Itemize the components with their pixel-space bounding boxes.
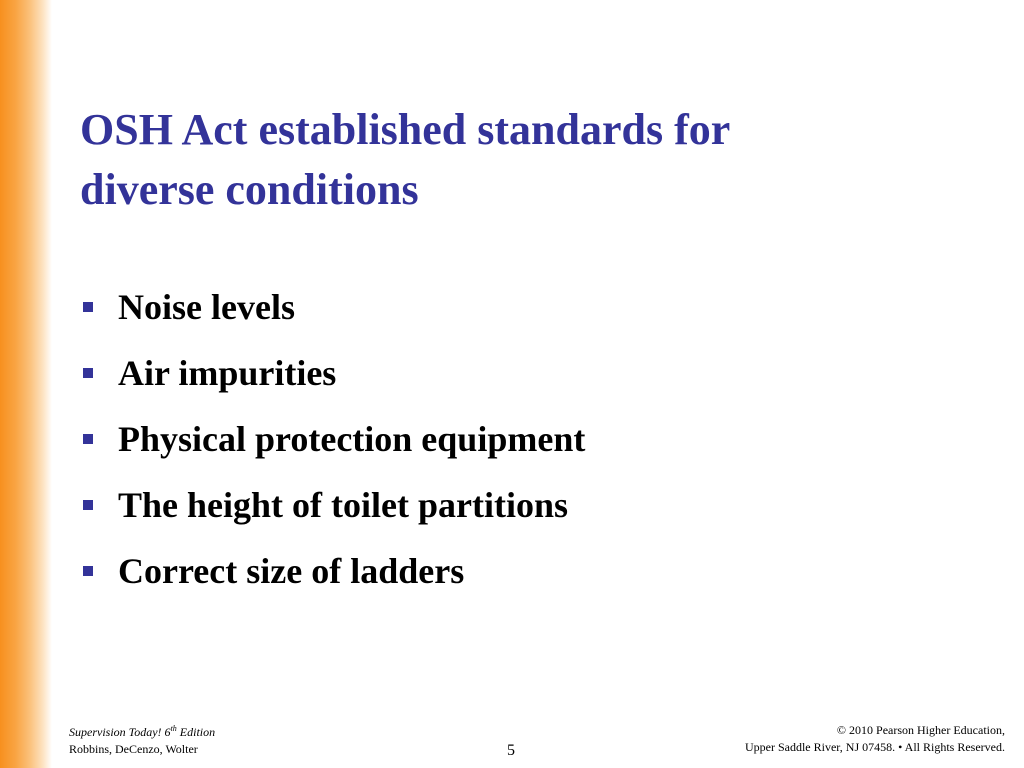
copyright-line-2: Upper Saddle River, NJ 07458. • All Rights Reserved. [744,740,1005,754]
bullet-item [80,538,585,604]
footer-copyright [745,722,1005,756]
book-authors: Robbins, DeCenzo, Wolter [69,742,198,756]
page-number: 5 [507,742,515,759]
book-title-superscript: th [170,724,177,733]
bullet-text: Noise levels [118,287,295,327]
square-bullet-icon [83,368,93,378]
bullet-item [80,406,585,472]
bullet-item [80,274,585,340]
slide-title [80,100,960,220]
copyright-line-1: © 2010 Pearson Higher Education, [836,723,1005,737]
book-title-edition: Edition [176,725,216,739]
book-title-main: Supervision Today! 6 [69,725,171,739]
square-bullet-icon [83,500,93,510]
square-bullet-icon [83,434,93,444]
bullet-text: Correct size of ladders [118,551,465,591]
bullet-list [80,274,585,604]
orange-gradient-band [0,0,52,768]
bullet-item [80,340,585,406]
bullet-text: Air impurities [118,353,337,393]
footer-book-info [69,724,215,758]
slide-title-line-1: OSH Act established standards for [80,105,731,154]
bullet-item [80,472,585,538]
slide-title-line-2: diverse conditions [80,165,419,214]
square-bullet-icon [83,302,93,312]
bullet-text: Physical protection equipment [118,419,586,459]
book-title [69,724,215,741]
bullet-text: The height of toilet partitions [118,485,568,525]
square-bullet-icon [83,566,93,576]
